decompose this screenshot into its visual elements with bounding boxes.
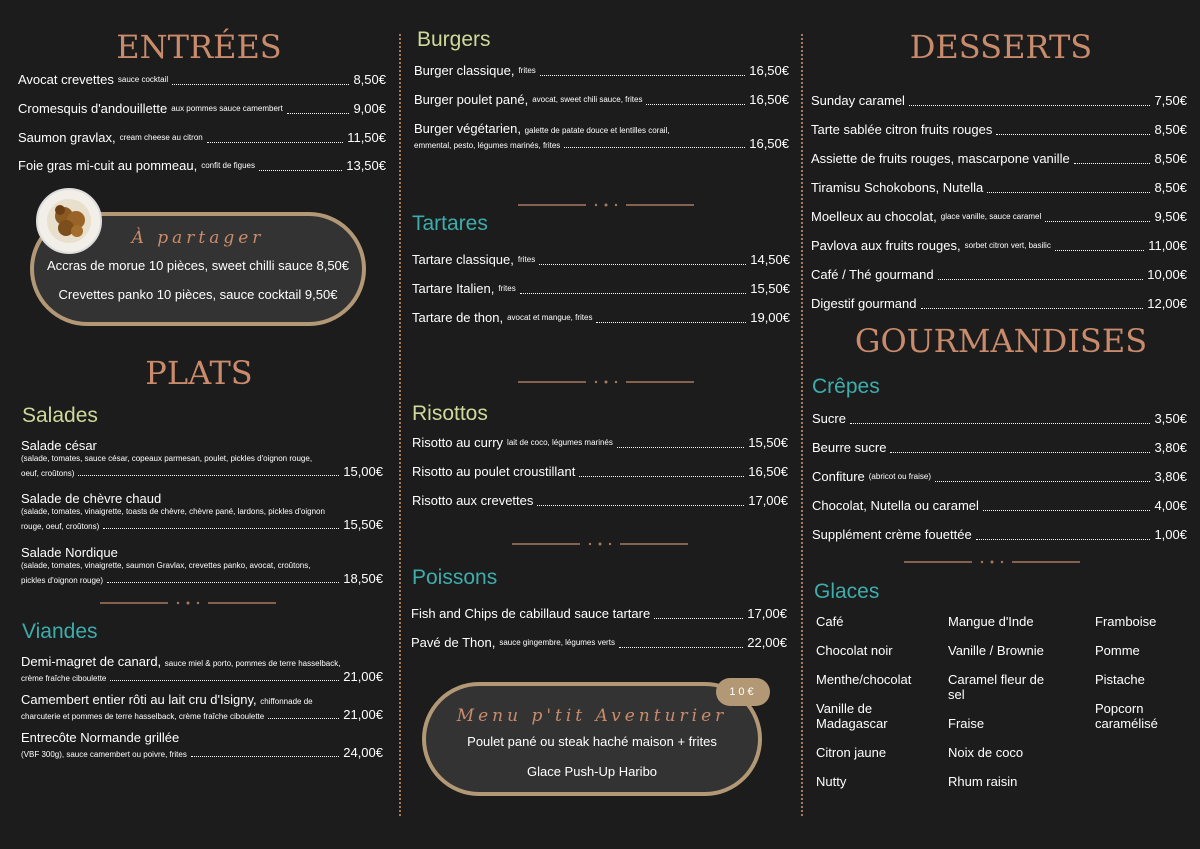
menu-item: Avocat crevettes sauce cocktail 8,50€ xyxy=(18,72,386,87)
menu-item: Demi-magret de canard, sauce miel & porto, pommes de terre hasselback, crème fraîche ciboulette 21,00€ xyxy=(21,654,383,684)
menu-item: Cromesquis d'andouillette aux pommes sauce camembert 9,00€ xyxy=(18,101,386,116)
glace-flavor: Chocolat noir xyxy=(816,643,893,658)
glace-flavor: Vanille / Brownie xyxy=(948,643,1044,658)
poissons-title: Poissons xyxy=(412,566,498,589)
menu-item: Burger végétarien, galette de patate douce et lentilles corail, emmental, pesto, légumes marinés, frites 16,50€ xyxy=(414,121,789,151)
ornament-divider xyxy=(100,598,276,608)
accras-photo xyxy=(36,188,102,254)
crepes-title: Crêpes xyxy=(812,375,880,398)
menu-item: Tarte sablée citron fruits rouges 8,50€ xyxy=(811,122,1187,137)
a-partager-line: Accras de morue 10 pièces, sweet chilli sauce 8,50€ xyxy=(46,258,350,273)
menu-item: Confiture (abricot ou fraise) 3,80€ xyxy=(812,469,1187,484)
menu-item: Camembert entier rôti au lait cru d'Isigny, chiffonnade de charcuterie et pommes de terre hasselback, crème fraîche ciboulette 21,00€ xyxy=(21,692,383,722)
glace-flavor: Rhum raisin xyxy=(948,774,1018,789)
menu-item: Tartare Italien, frites 15,50€ xyxy=(412,281,790,296)
glace-flavor: Pistache xyxy=(1095,672,1145,687)
menu-item: Salade césar (salade, tomates, sauce césar, copeaux parmesan, poulet, pickles d'oignon rouge, oeuf, croûtons) 15,00€ xyxy=(21,438,383,479)
salades-title: Salades xyxy=(22,404,98,427)
glace-flavor: Vanille de Madagascar xyxy=(816,701,888,731)
left-column xyxy=(0,0,398,849)
menu-item: Saumon gravlax, cream cheese au citron 11,50€ xyxy=(18,130,386,145)
right-column xyxy=(802,0,1200,849)
menu-item: Digestif gourmand 12,00€ xyxy=(811,296,1187,311)
menu-item: Foie gras mi-cuit au pommeau, confit de figues 13,50€ xyxy=(18,158,386,173)
tartares-title: Tartares xyxy=(412,212,488,235)
viandes-title: Viandes xyxy=(22,620,98,643)
glace-flavor: Fraise xyxy=(948,716,985,731)
menu-item: Entrecôte Normande grillée (VBF 300g), sauce camembert ou poivre, frites 24,00€ xyxy=(21,730,383,760)
glace-flavor: Caramel fleur de sel xyxy=(948,672,1045,702)
menu-item: Risotto au poulet croustillant 16,50€ xyxy=(412,464,788,479)
aventurier-title: Menu p'tit Aventurier xyxy=(456,706,728,726)
ornament-divider xyxy=(518,377,694,387)
a-partager-title: À partager xyxy=(131,228,265,248)
menu-item: Risotto aux crevettes 17,00€ xyxy=(412,493,788,508)
glace-flavor: Café xyxy=(816,614,844,629)
menu-item: Chocolat, Nutella ou caramel 4,00€ xyxy=(812,498,1187,513)
glace-flavor: Nutty xyxy=(816,774,847,789)
aventurier-box xyxy=(422,682,762,796)
menu-item: Café / Thé gourmand 10,00€ xyxy=(811,267,1187,282)
menu-item: Burger classique, frites 16,50€ xyxy=(414,63,789,78)
glace-flavor: Citron jaune xyxy=(816,745,887,760)
menu-item: Risotto au curry lait de coco, légumes marinés 15,50€ xyxy=(412,435,788,450)
desserts-title: DESSERTS xyxy=(909,28,1093,66)
menu-item: Tiramisu Schokobons, Nutella 8,50€ xyxy=(811,180,1187,195)
middle-column xyxy=(400,0,800,849)
menu-item: Salade de chèvre chaud (salade, tomates, vinaigrette, toasts de chèvre, chèvre pané, lardons, pickles d'oignon rouge, oeuf, croûtons) 15,50€ xyxy=(21,491,383,532)
glaces-title: Glaces xyxy=(814,580,880,603)
burgers-title: Burgers xyxy=(417,28,491,51)
menu-item: Salade Nordique (salade, tomates, vinaigrette, saumon Gravlax, crevettes panko, avocat, croûtons, pickles d'oignon rouge) 18,50€ xyxy=(21,545,383,586)
glace-flavor: Menthe/chocolat xyxy=(816,672,912,687)
menu-item: Sunday caramel 7,50€ xyxy=(811,93,1187,108)
glace-flavor: Mangue d'Inde xyxy=(948,614,1034,629)
menu-item: Pavlova aux fruits rouges, sorbet citron vert, basilic 11,00€ xyxy=(811,238,1187,253)
glace-flavor: Noix de coco xyxy=(948,745,1024,760)
a-partager-line: Crevettes panko 10 pièces, sauce cocktail 9,50€ xyxy=(58,287,338,302)
ornament-divider xyxy=(518,200,694,210)
menu-item: Pavé de Thon, sauce gingembre, légumes verts 22,00€ xyxy=(411,635,787,650)
menu-item: Assiette de fruits rouges, mascarpone vanille 8,50€ xyxy=(811,151,1187,166)
risottos-title: Risottos xyxy=(412,402,488,425)
menu-item: Burger poulet pané, avocat, sweet chili sauce, frites 16,50€ xyxy=(414,92,789,107)
menu-item: Supplément crème fouettée 1,00€ xyxy=(812,527,1187,542)
glace-flavor: Framboise xyxy=(1095,614,1157,629)
aventurier-line: Glace Push-Up Haribo xyxy=(526,764,658,779)
menu-item: Tartare de thon, avocat et mangue, frites 19,00€ xyxy=(412,310,790,325)
accras-image xyxy=(38,190,100,252)
entrees-title: ENTRÉES xyxy=(116,28,282,66)
menu-item: Beurre sucre 3,80€ xyxy=(812,440,1187,455)
menu-item: Sucre 3,50€ xyxy=(812,411,1187,426)
menu-item: Moelleux au chocolat, glace vanille, sauce caramel 9,50€ xyxy=(811,209,1187,224)
gourmandises-title: GOURMANDISES xyxy=(854,322,1148,360)
glace-flavor: Popcorn caramélisé xyxy=(1095,701,1158,731)
menu-item: Tartare classique, frites 14,50€ xyxy=(412,252,790,267)
aventurier-line: Poulet pané ou steak haché maison + frites xyxy=(467,734,717,749)
ornament-divider xyxy=(512,539,688,549)
ornament-divider xyxy=(904,557,1080,567)
glace-flavor: Pomme xyxy=(1095,643,1140,658)
menu-item: Fish and Chips de cabillaud sauce tartare 17,00€ xyxy=(411,606,787,621)
price-badge: 10€ xyxy=(716,678,770,706)
plats-title: PLATS xyxy=(145,354,253,392)
